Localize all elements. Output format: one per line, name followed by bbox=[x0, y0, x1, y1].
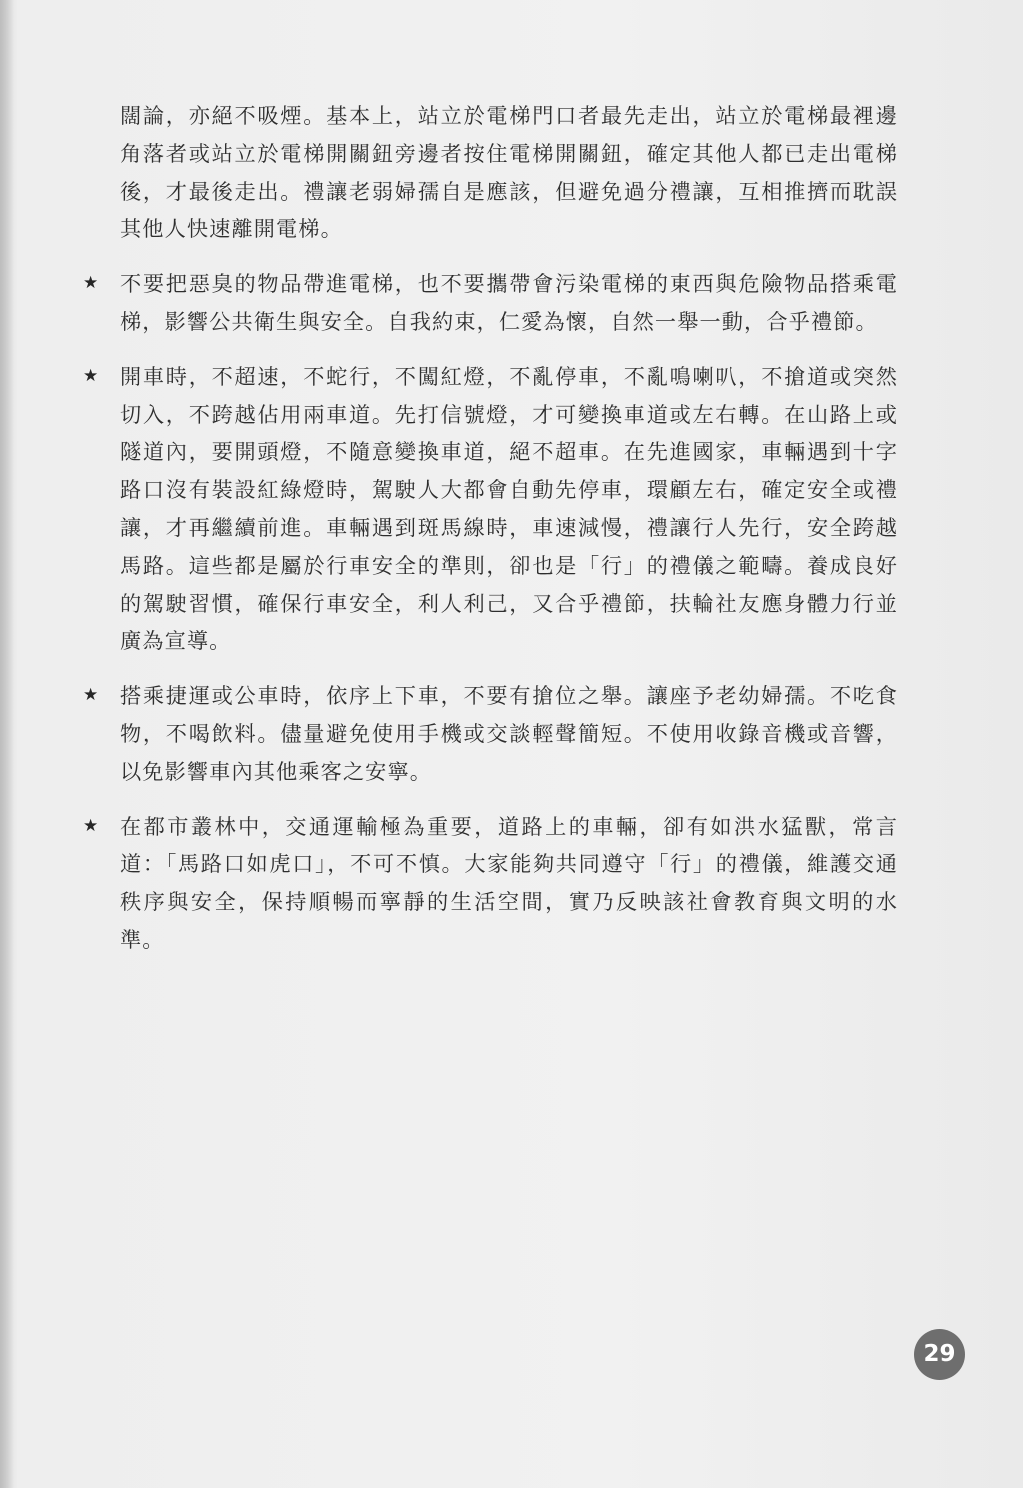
star-bullet-icon: ★ bbox=[83, 815, 100, 836]
bullet-item-elevator-items bbox=[78, 265, 898, 341]
star-bullet-icon: ★ bbox=[83, 685, 100, 706]
paragraph-text: 搭乘捷運或公車時，依序上下車，不要有搶位之舉。讓座予老幼婦孺。不吃食物，不喝飲料。儘量避免使用手機或交談輕聲簡短。不使用收錄音機或音響，以免影響車內其他乘客之安寧。 bbox=[120, 683, 898, 784]
spine-shadow bbox=[0, 0, 14, 1488]
page-content bbox=[78, 97, 898, 959]
bullet-item-urban-traffic bbox=[78, 808, 898, 959]
paragraph-text: 闊論，亦絕不吸煙。基本上，站立於電梯門口者最先走出，站立於電梯最裡邊角落者或站立於電梯開關鈕旁邊者按住電梯開關鈕，確定其他人都已走出電梯後，才最後走出。禮讓老弱婦孺自是應該，但避免過分禮讓，互相推擠而耽誤其他人快速離開電梯。 bbox=[120, 103, 898, 242]
paragraph-text: 不要把惡臭的物品帶進電梯，也不要攜帶會污染電梯的東西與危險物品搭乘電梯，影響公共衛生與安全。自我約束，仁愛為懷，自然一舉一動，合乎禮節。 bbox=[120, 271, 898, 334]
paragraph-text: 在都市叢林中，交通運輸極為重要，道路上的車輛，卻有如洪水猛獸，常言道：「馬路口如虎口」，不可不慎。大家能夠共同遵守「行」的禮儀，維護交通秩序與安全，保持順暢而寧靜的生活空間，實乃反映該社會教育與文明的水準。 bbox=[120, 813, 898, 952]
paragraph-text: 開車時，不超速，不蛇行，不闖紅燈，不亂停車，不亂鳴喇叭，不搶道或突然切入，不跨越佔用兩車道。先打信號燈，才可變換車道或左右轉。在山路上或隧道內，要開頭燈，不隨意變換車道，絕不超車。在先進國家，車輛遇到十字路口沒有裝設紅綠燈時，駕駛人大都會自動先停車，環顧左右，確定安全或禮讓，才再繼續前進。車輛遇到斑馬線時，車速減慢，禮讓行人先行，安全跨越馬路。這些都是屬於行車安全的準則，卻也是「行」的禮儀之範疇。養成良好的駕駛習慣，確保行車安全，利人利己，又合乎禮節，扶輪社友應身體力行並廣為宣導。 bbox=[120, 363, 898, 654]
star-bullet-icon: ★ bbox=[83, 365, 100, 386]
star-bullet-icon: ★ bbox=[83, 273, 100, 294]
bullet-item-driving bbox=[78, 358, 898, 660]
page-number-badge: 29 bbox=[914, 1329, 965, 1380]
paragraph-elevator-exit bbox=[78, 97, 898, 248]
bullet-item-public-transit bbox=[78, 677, 898, 790]
